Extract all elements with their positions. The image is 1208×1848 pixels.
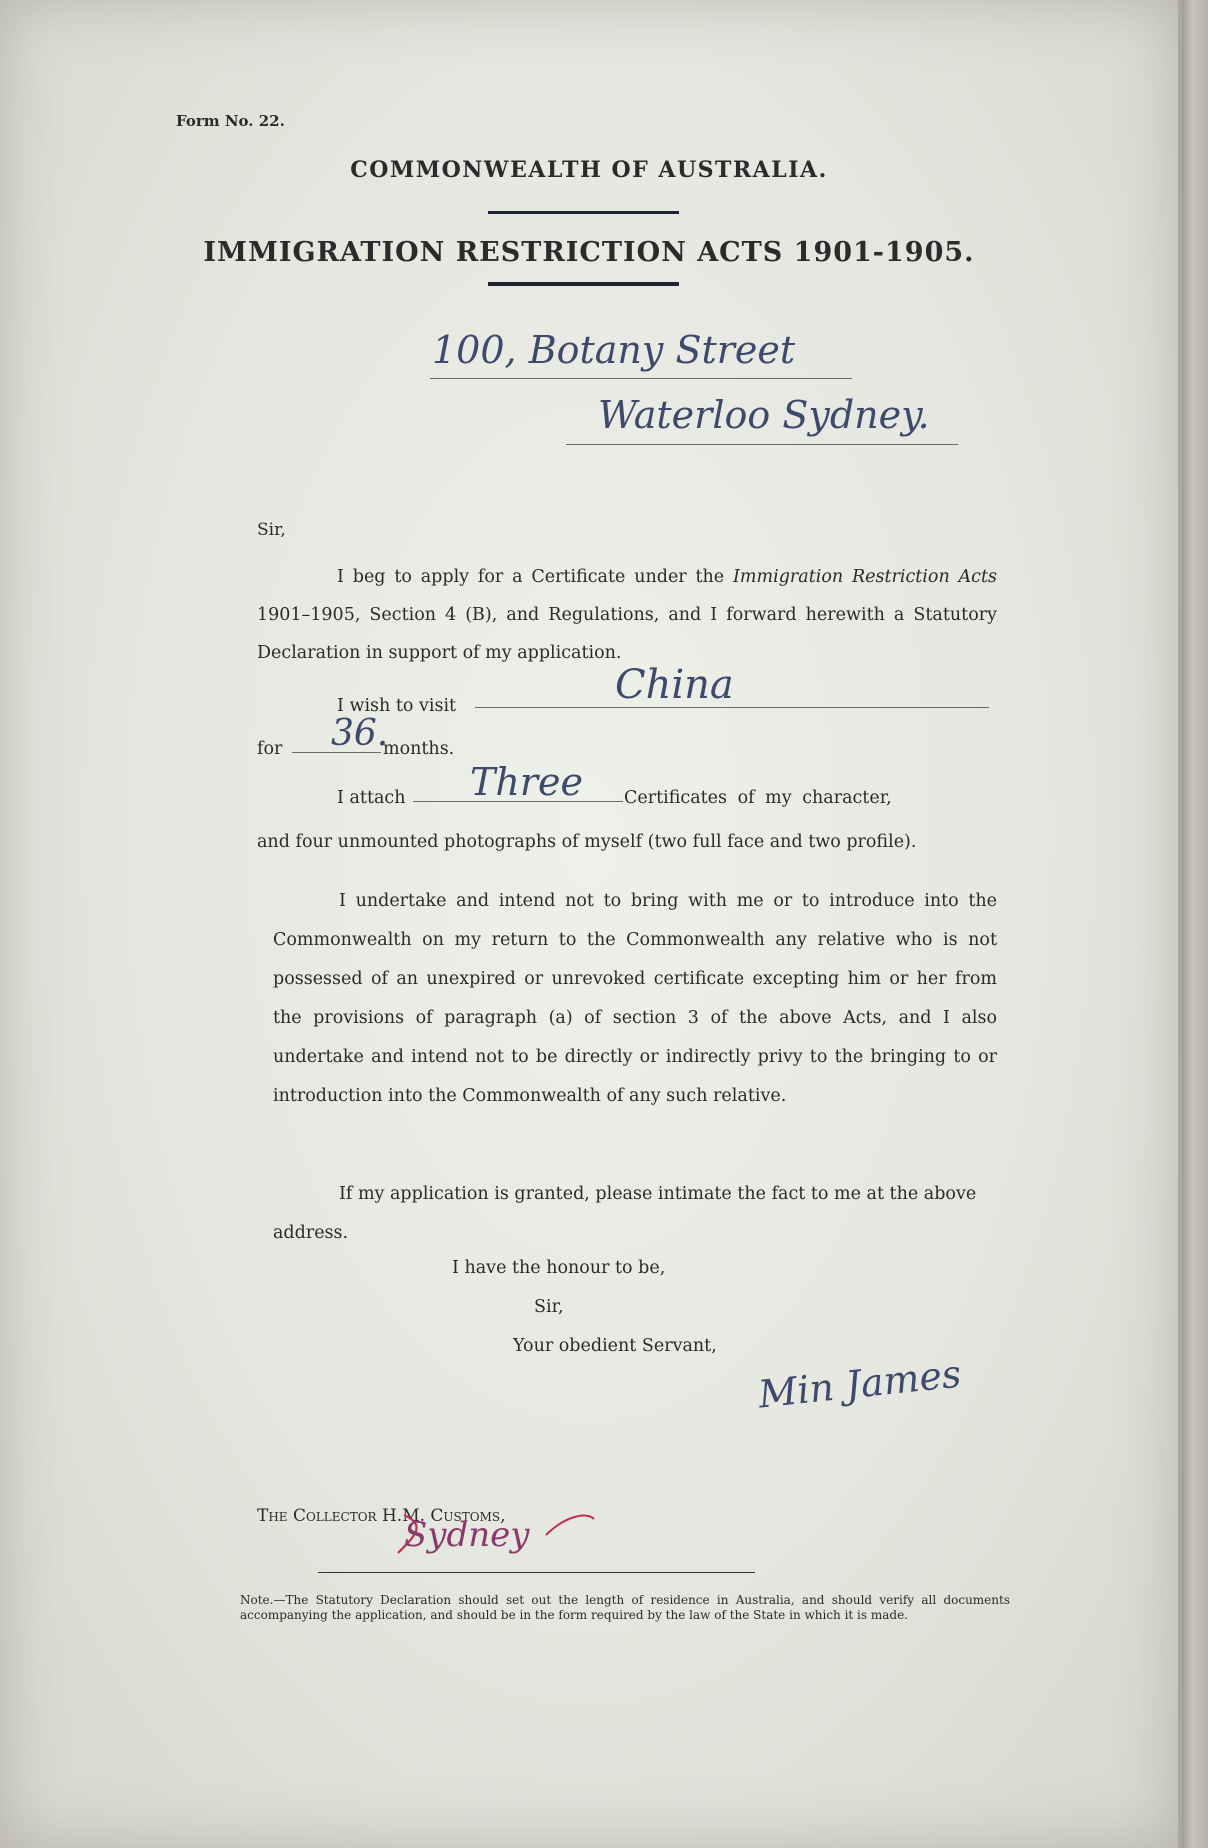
heading-commonwealth: COMMONWEALTH OF AUSTRALIA.	[350, 157, 828, 183]
visit-value: China	[615, 662, 734, 708]
address-line-1: 100, Botany Street	[432, 328, 796, 372]
address-line-1-rule	[430, 378, 852, 379]
attach-label: I attach	[337, 788, 406, 808]
application-text-a: I beg to apply for a Certificate under the	[337, 567, 733, 587]
application-paragraph	[257, 558, 997, 672]
for-label: for	[257, 739, 283, 759]
heading-rule-bottom	[488, 282, 679, 286]
undertaking-paragraph	[273, 882, 997, 1116]
addressee-label: The Collector H.M. Customs,	[257, 1506, 506, 1526]
salutation: Sir,	[257, 520, 286, 540]
granted-paragraph	[273, 1175, 997, 1253]
closing-servant: Your obedient Servant,	[513, 1336, 717, 1356]
closing-honour: I have the honour to be,	[452, 1258, 666, 1278]
certificates-label: Certificates of my character,	[624, 788, 892, 808]
undertaking-text: I undertake and intend not to bring with me or to introduce into the Commonwealth on my return to the Commonwealth any relative who is not possessed of an unexpired or unrevoked certificate excepting him or her from the provisions of paragraph (a) of section 3 of the above Acts, and I also undertake and intend not to be directly or indirectly privy to the bringing to or introduction into the Commonwealth of any such relative.	[273, 891, 997, 1106]
page-edge	[1182, 0, 1208, 1848]
application-acts-italic: Immigration Restriction Acts	[733, 567, 997, 587]
photographs-text: and four unmounted photographs of myself (two full face and two profile).	[257, 832, 917, 852]
signature: Min James	[756, 1351, 964, 1417]
title-acts: IMMIGRATION RESTRICTION ACTS 1901-1905.	[203, 237, 975, 268]
address-line-2: Waterloo Sydney.	[598, 393, 930, 437]
note-text: Note.—The Statutory Declaration should set out the length of residence in Australia, and should verify all documents accompanying the application, and should be in the form required by the law of the State in which it is made.	[240, 1593, 1010, 1622]
application-text-b: 1901–1905, Section 4 (B), and Regulations, and I forward herewith a Statutory Declaration in support of my application.	[257, 605, 997, 663]
addressee-rule	[318, 1572, 755, 1573]
visit-label: I wish to visit	[337, 696, 457, 716]
location-stamp: Sydney	[404, 1515, 530, 1555]
closing-sir: Sir,	[534, 1297, 564, 1317]
attach-value: Three	[470, 760, 583, 804]
months-value: 36.	[331, 713, 389, 754]
form-number: Form No. 22.	[176, 112, 285, 130]
address-line-2-rule	[566, 444, 958, 445]
months-label: months.	[383, 739, 455, 759]
granted-text: If my application is granted, please intimate the fact to me at the above address.	[273, 1184, 977, 1243]
heading-rule-top	[488, 211, 679, 214]
